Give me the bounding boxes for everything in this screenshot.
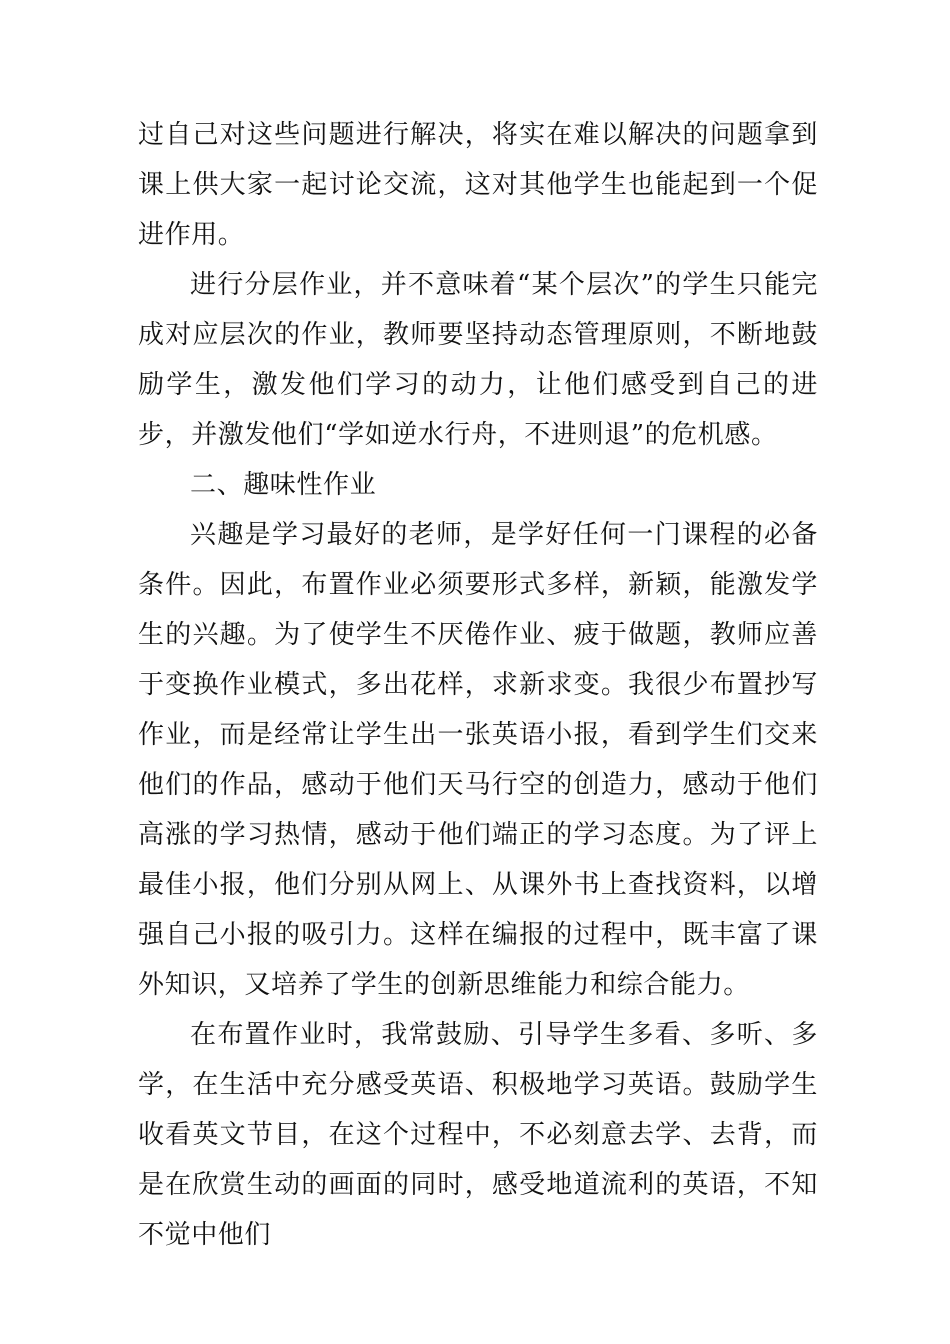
paragraph-assigning-homework: 在布置作业时，我常鼓励、引导学生多看、多听、多学，在生活中充分感受英语、积极地学习英语。鼓励学生收看英文节目，在这个过程中，不必刻意去学、去背，而是在欣赏生动的画面的同时，感受地道流利的英语，不知不觉中他们 [138, 1020, 818, 1250]
paragraph-interest: 兴趣是学习最好的老师，是学好任何一门课程的必备条件。因此，布置作业必须要形式多样，新颖，能激发学生的兴趣。为了使学生不厌倦作业、疲于做题，教师应善于变换作业模式，多出花样，求新求变。我很少布置抄写作业，而是经常让学生出一张英语小报，看到学生们交来他们的作品，感动于他们天马行空的创造力，感动于他们高涨的学习热情，感动于他们端正的学习态度。为了评上最佳小报，他们分别从网上、从课外书上查找资料，以增强自己小报的吸引力。这样在编报的过程中，既丰富了课外知识，又培养了学生的创新思维能力和综合能力。 [138, 520, 818, 1000]
document-body [138, 110, 818, 1260]
paragraph-continuation: 过自己对这些问题进行解决，将实在难以解决的问题拿到课上供大家一起讨论交流，这对其他学生也能起到一个促进作用。 [138, 120, 818, 250]
paragraph-layered-homework: 进行分层作业，并不意味着“某个层次”的学生只能完成对应层次的作业，教师要坚持动态管理原则，不断地鼓励学生，激发他们学习的动力，让他们感受到自己的进步，并激发他们“学如逆水行舟，不进则退”的危机感。 [138, 270, 818, 450]
section-heading-fun-homework: 二、趣味性作业 [190, 470, 377, 500]
